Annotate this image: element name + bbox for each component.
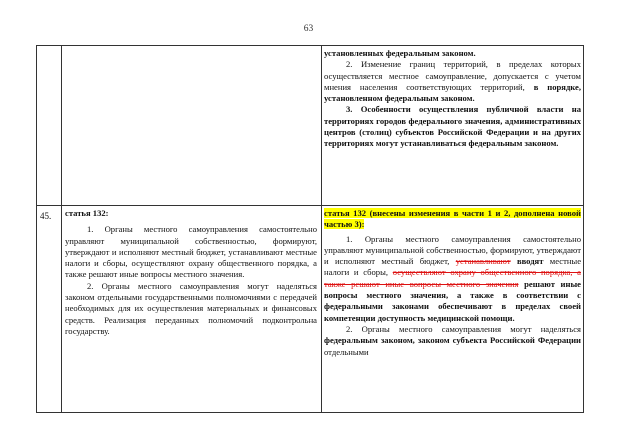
- new-text-cell: [324, 208, 581, 358]
- column-divider-number: [61, 46, 62, 412]
- old-article-heading: статья 132:: [65, 208, 109, 218]
- row-divider: [37, 205, 583, 206]
- comparison-table: [36, 45, 584, 413]
- prev-row-top-line: установленных федеральным законом.: [324, 48, 476, 58]
- page-number: 63: [303, 24, 314, 34]
- new-article-para1: 1. Органы местного самоуправления самостоятельно управляют муниципальной собственностью, формируют, утверждают и исполняют местный бюджет, устанавливают вводят местные налоги и сборы, осуществляют охрану общественного порядка, а также решают иные вопросы местного значения решают иные вопросы местного значения, а также в соответствии с федеральными законами обеспечивают в пределах своей компетенции доступность медицинской помощи.: [324, 233, 582, 323]
- column-divider-middle: [321, 46, 322, 412]
- prev-row-para3: 3. Особенности осуществления публичной власти на территориях городов федерального значения, административных центров (столиц) субъектов Российской Федерации и на других территориях могут устанавливаться федеральным законом.: [324, 104, 581, 149]
- old-article-para1: 1. Органы местного самоуправления самостоятельно управляют муниципальной собственностью, формируют, утверждают и исполняют местный бюджет, устанавливают местные налоги и сборы, осуществляют охрану общественного порядка, а также решают иные вопросы местного значения.: [65, 224, 317, 280]
- new-article-heading: статья 132 (внесены изменения в части 1 и 2, дополнена новой частью 3):: [324, 208, 581, 230]
- new-article-para2: 2. Органы местного самоуправления могут наделяться федеральным законом, законом субъекта Российской Федерации отдельными: [324, 323, 581, 357]
- old-article-para2: 2. Органы местного самоуправления могут наделяться законом отдельными государственными полномочиями с передачей необходимых для их осуществления материальных и финансовых средств. Реализация переданных полномочий подконтрольна государству.: [65, 280, 317, 336]
- prev-row-para2: 2. Изменение границ территорий, в пределах которых осуществляется местное самоуправление, допускается с учетом мнения населения соответствующих территорий, в порядке, установленном федеральным законом.: [324, 59, 581, 104]
- row-number: 45.: [40, 211, 52, 221]
- old-text-cell: [65, 208, 317, 337]
- prev-row-right-cell: [324, 48, 581, 150]
